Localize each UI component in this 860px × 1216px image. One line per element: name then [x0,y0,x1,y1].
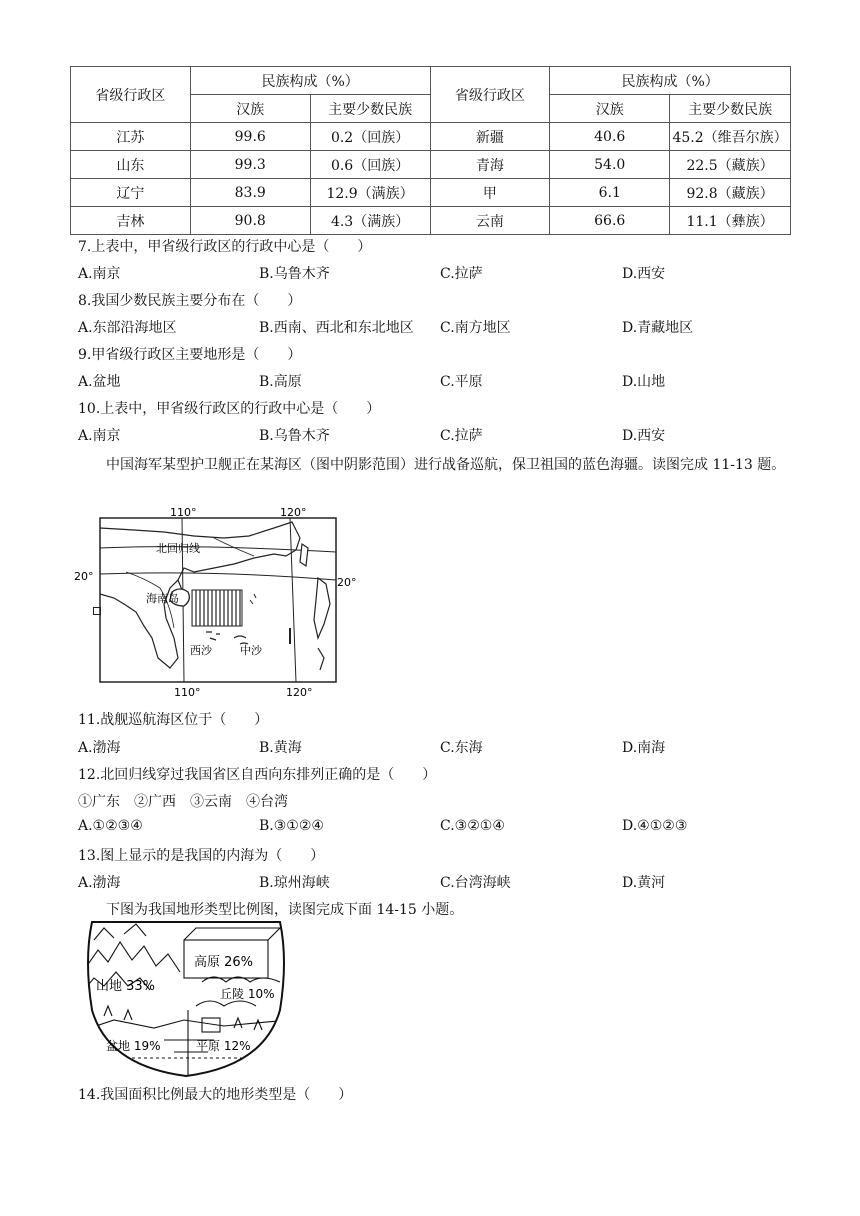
map1-label-lon120-bottom: 120° [286,686,313,699]
q14-stem: 14.我国面积比例最大的地形类型是（ ） [78,1087,353,1103]
cell-minor: 0.6（回族） [310,151,430,179]
q12-option-d[interactable]: D.④①②③ [622,818,688,834]
q10-option-d[interactable]: D.西安 [622,428,666,444]
cell-province: 甲 [430,179,550,207]
q9-option-b[interactable]: B.高原 [259,374,302,390]
header-han-left: 汉族 [190,95,310,123]
map1-label-tropic: 北回归线 [156,542,200,555]
cell-minor: 0.2（回族） [310,123,430,151]
cell-province: 新疆 [430,123,550,151]
q8-option-d[interactable]: D.青藏地区 [622,320,694,336]
map1-label-lon110-top: 110° [170,508,197,519]
map1-label-lat20-right: 20° [337,576,357,589]
q10-options [78,425,798,445]
q13-option-a[interactable]: A.渤海 [78,875,121,891]
q7-stem: 7.上表中，甲省级行政区的行政中心是（ ） [78,239,372,255]
q13-option-b[interactable]: B.琼州海峡 [259,875,330,891]
q7-options [78,263,798,283]
passage-intro-14-15: 下图为我国地形类型比例图，读图完成下面 14-15 小题。 [106,902,464,918]
cell-han: 66.6 [550,207,670,235]
cell-minor: 12.9（满族） [310,179,430,207]
cell-han: 83.9 [190,179,310,207]
ethnic-table [70,66,791,235]
header-minor-left: 主要少数民族 [310,95,430,123]
q8-option-a[interactable]: A.东部沿海地区 [78,320,177,336]
cell-province: 吉林 [71,207,191,235]
terrain-label-basin: 盆地 19% [106,1039,161,1053]
map1-label-lon110-bottom: 110° [174,686,201,699]
q12-options [78,818,798,838]
table-row [71,179,791,207]
cell-province: 云南 [430,207,550,235]
q11-stem: 11.战舰巡航海区位于（ ） [78,712,269,728]
south-china-sea-map [74,508,364,700]
q9-option-a[interactable]: A.盆地 [78,374,121,390]
header-ethnic-left: 民族构成（%） [190,67,430,95]
q8-option-b[interactable]: B.西南、西北和东北地区 [259,320,414,336]
terrain-label-plain: 平原 12% [196,1039,251,1053]
cell-province: 青海 [430,151,550,179]
q13-stem: 13.图上显示的是我国的内海为（ ） [78,848,325,864]
q7-option-d[interactable]: D.西安 [622,266,666,282]
q12-items: ①广东 ②广西 ③云南 ④台湾 [78,794,288,810]
map1-label-lat20-left: 20° [74,570,94,583]
cell-han: 99.3 [190,151,310,179]
cell-minor: 45.2（维吾尔族） [670,123,791,151]
q9-option-c[interactable]: C.平原 [440,374,483,390]
cell-han: 6.1 [550,179,670,207]
q11-option-d[interactable]: D.南海 [622,740,666,756]
header-province-left: 省级行政区 [71,67,191,123]
q11-option-b[interactable]: B.黄海 [259,740,302,756]
q11-option-c[interactable]: C.东海 [440,740,483,756]
q12-option-c[interactable]: C.③②①④ [440,818,505,834]
terrain-label-plateau: 高原 26% [194,955,254,970]
header-ethnic-right: 民族构成（%） [550,67,791,95]
cell-han: 90.8 [190,207,310,235]
header-province-right: 省级行政区 [430,67,550,123]
cell-minor: 22.5（藏族） [670,151,791,179]
header-han-right: 汉族 [550,95,670,123]
q11-option-a[interactable]: A.渤海 [78,740,121,756]
q10-stem: 10.上表中，甲省级行政区的行政中心是（ ） [78,401,381,417]
q13-option-d[interactable]: D.黄河 [622,875,666,891]
q7-option-a[interactable]: A.南京 [78,266,121,282]
q9-option-d[interactable]: D.山地 [622,374,666,390]
table-row [71,151,791,179]
cell-minor: 11.1（彝族） [670,207,791,235]
table-row [71,207,791,235]
cell-han: 40.6 [550,123,670,151]
q12-option-b[interactable]: B.③①②④ [259,818,324,834]
table-header-row [71,67,791,95]
cell-province: 江苏 [71,123,191,151]
q7-option-b[interactable]: B.乌鲁木齐 [259,266,330,282]
passage-intro-11-13: 中国海军某型护卫舰正在某海区（图中阴影范围）进行战备巡航，保卫祖国的蓝色海疆。读图完成 11-13 题。 [106,457,786,473]
map1-label-xisha: 西沙 [190,644,212,657]
q12-option-a[interactable]: A.①②③④ [78,818,143,834]
q8-options [78,317,798,337]
cell-han: 99.6 [190,123,310,151]
terrain-proportion-diagram [84,920,288,1080]
q9-options [78,371,798,391]
header-minor-right: 主要少数民族 [670,95,791,123]
terrain-label-hill: 丘陵 10% [220,987,275,1001]
cell-minor: 4.3（满族） [310,207,430,235]
q13-option-c[interactable]: C.台湾海峡 [440,875,511,891]
q13-options [78,872,798,892]
map1-label-zhongsha: 中沙 [240,644,262,657]
q8-option-c[interactable]: C.南方地区 [440,320,511,336]
q12-stem: 12.北回归线穿过我国省区自西向东排列正确的是（ ） [78,767,437,783]
map1-label-hainan: 海南岛 [146,592,179,605]
q8-stem: 8.我国少数民族主要分布在（ ） [78,293,302,309]
q9-stem: 9.甲省级行政区主要地形是（ ） [78,347,302,363]
table-row [71,123,791,151]
cell-province: 辽宁 [71,179,191,207]
terrain-label-mountain: 山地 33% [96,979,156,994]
q10-option-b[interactable]: B.乌鲁木齐 [259,428,330,444]
q10-option-c[interactable]: C.拉萨 [440,428,483,444]
map1-edge-marker [93,607,101,615]
cell-province: 山东 [71,151,191,179]
cell-han: 54.0 [550,151,670,179]
cell-minor: 92.8（藏族） [670,179,791,207]
q7-option-c[interactable]: C.拉萨 [440,266,483,282]
q10-option-a[interactable]: A.南京 [78,428,121,444]
map1-label-lon120-top: 120° [280,508,307,519]
q11-options [78,737,798,757]
